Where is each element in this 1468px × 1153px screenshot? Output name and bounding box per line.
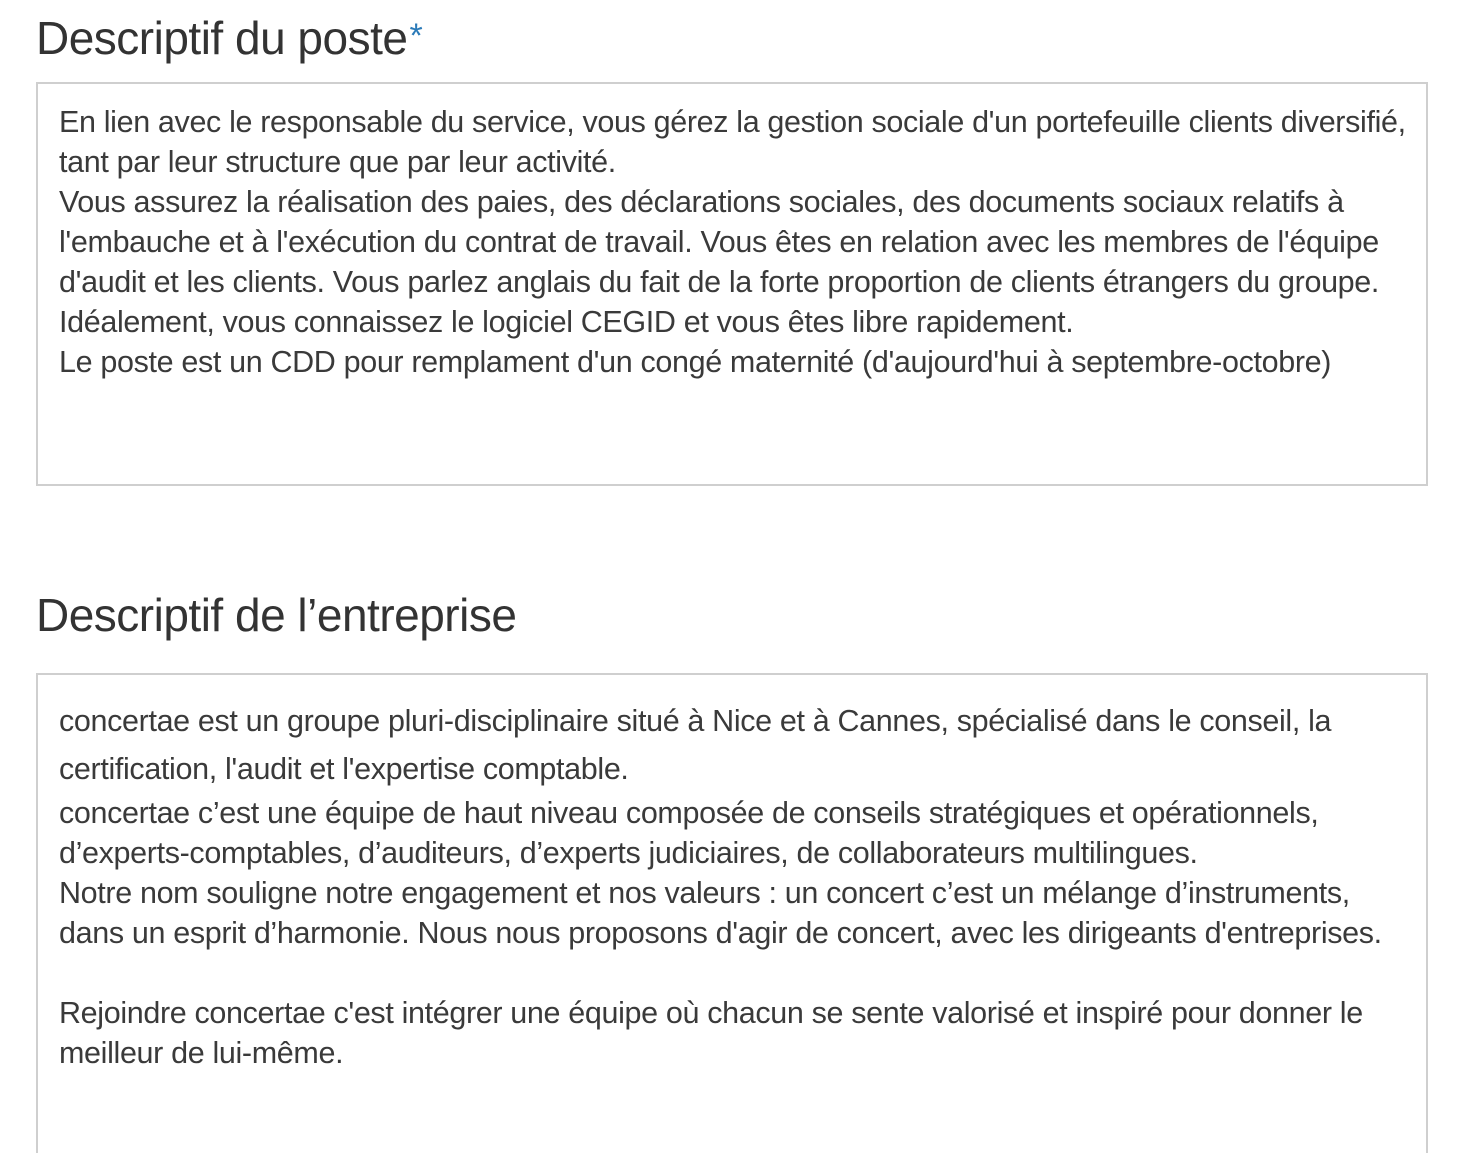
job-description-paragraph: Vous assurez la réalisation des paies, des déclarations sociales, des documents sociaux relatifs à l'embauche et à l'exécution du contrat de travail. Vous êtes en relation avec les membres de l'équipe d'audit et les clients. Vous parlez anglais du fait de la forte proportion de clients étrangers du groupe.: [59, 185, 1380, 299]
required-marker: *: [409, 17, 423, 55]
company-description-paragraph: concertae est un groupe pluri-disciplinaire situé à Nice et à Cannes, spécialisé dans le conseil, la certification, l'audit et l'expertise comptable.: [59, 704, 1332, 786]
job-description-field[interactable]: [36, 82, 1428, 486]
company-description-paragraph: Rejoindre concertae c'est intégrer une équipe où chacun se sente valorisé et inspiré pour donner le meilleur de lui-même.: [59, 996, 1363, 1070]
job-description-paragraph: Idéalement, vous connaissez le logiciel CEGID et vous êtes libre rapidement.: [59, 305, 1074, 339]
company-description-paragraph: Notre nom souligne notre engagement et nos valeurs : un concert c’est un mélange d’instruments, dans un esprit d’harmonie. Nous nous proposons d'agir de concert, avec les dirigeants d'entreprises.: [59, 876, 1382, 950]
job-description-paragraph: En lien avec le responsable du service, vous gérez la gestion sociale d'un portefeuille clients diversifié, tant par leur structure que par leur activité.: [59, 105, 1406, 179]
job-description-title: [36, 0, 1428, 82]
job-description-title-text: Descriptif du poste: [36, 12, 408, 64]
company-description-blank-line: [59, 953, 1406, 993]
company-description-section: [36, 585, 1428, 1153]
company-description-paragraph: concertae c’est une équipe de haut niveau composée de conseils stratégiques et opérationnels, d’experts-comptables, d’auditeurs, d’experts judiciaires, de collaborateurs multilingues.: [59, 796, 1319, 870]
company-description-title: Descriptif de l’entreprise: [36, 589, 517, 641]
company-description-field[interactable]: [36, 673, 1428, 1153]
job-description-section: [36, 0, 1428, 486]
job-description-paragraph: Le poste est un CDD pour remplament d'un congé maternité (d'aujourd'hui à septembre-octobre): [59, 345, 1332, 379]
